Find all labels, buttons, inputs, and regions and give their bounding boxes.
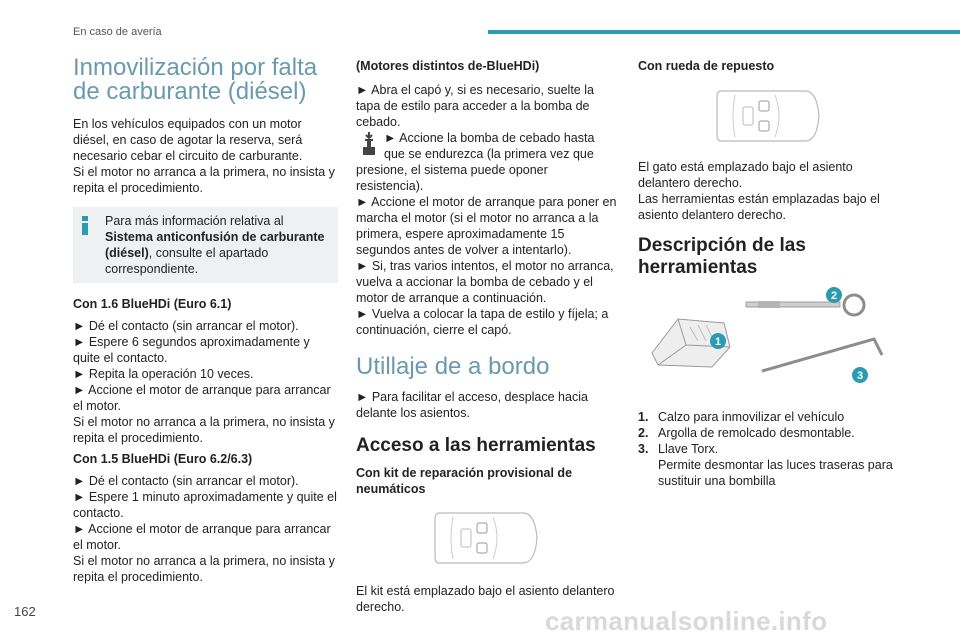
step-line: ► Accione el motor de arranque para arrancar el motor.	[73, 383, 331, 413]
step-line: ► Dé el contacto (sin arrancar el motor).	[73, 474, 299, 488]
kit-text: El kit está emplazado bajo el asiento delantero derecho.	[356, 584, 615, 614]
heading-kit: Con kit de reparación provisional de neumáticos	[356, 466, 573, 496]
heading-motores-distintos: (Motores distintos de-BlueHDi)	[356, 59, 540, 73]
step-line: ► Dé el contacto (sin arrancar el motor).	[73, 319, 299, 333]
callout-2-label: 2	[830, 290, 838, 302]
car-diagram-kit	[356, 507, 618, 569]
page-number: 162	[14, 604, 36, 619]
rueda-text-1: El gato está emplazado bajo el asiento delantero derecho.	[638, 160, 853, 190]
list-item: 2. Argolla de remolcado desmontable.	[638, 426, 855, 440]
heading-acceso: Acceso a las herramientas	[356, 435, 596, 456]
step-line: ► Vuelva a colocar la tapa de estilo y fíjela; a continuación, cierre el capó.	[356, 307, 609, 337]
header-accent-rule	[488, 30, 960, 34]
column-1	[73, 52, 338, 585]
step-line: ► Accione la bomba de cebado hasta que se endurezca (la primera vez que	[384, 131, 595, 161]
heading-descripcion: Descripción de las herramientas	[638, 235, 806, 278]
torx-key-icon	[762, 339, 882, 371]
step-line: ► Repita la operación 10 veces.	[73, 367, 254, 381]
note-line: Si el motor no arranca a la primera, no insista y repita el procedimiento.	[73, 415, 335, 445]
heading-euro-6-1: Con 1.6 BlueHDi (Euro 6.1)	[73, 297, 232, 311]
info-icon	[82, 216, 88, 235]
utillaje-text: ► Para facilitar el acceso, desplace hacia delante los asientos.	[356, 390, 588, 420]
step-line: ► Espere 1 minuto aproximadamente y quite el contacto.	[73, 490, 337, 520]
intro-paragraph-2: Si el motor no arranca a la primera, no insista y repita el procedimiento.	[73, 165, 335, 195]
pump-step	[356, 130, 618, 162]
priming-pump-icon	[357, 131, 381, 157]
step-line: presione, el sistema puede oponer resistencia).	[356, 163, 548, 193]
column-3	[638, 52, 900, 489]
step-line: ► Espere 6 segundos aproximadamente y quite el contacto.	[73, 335, 310, 365]
section-header: En caso de avería	[73, 26, 162, 38]
watermark: carmanualsonline.info	[545, 606, 828, 636]
heading-euro-6-2: Con 1.5 BlueHDi (Euro 6.2/6.3)	[73, 452, 253, 466]
info-box	[73, 207, 338, 283]
step-line: ► Accione el motor de arranque para arrancar el motor.	[73, 522, 331, 552]
info-text: Para más información relativa al Sistema anticonfusión de carburante (diésel), consulte el apartado correspondiente.	[105, 214, 325, 276]
rueda-text-2: Las herramientas están emplazadas bajo el asiento delantero derecho.	[638, 192, 880, 222]
title-inmovilizacion: Inmovilización por falta de carburante (diésel)	[73, 54, 318, 105]
step-line: ► Accione el motor de arranque para poner en marcha el motor (si el motor no arranca a la primera, espere aproximadamente 15 segundos antes de volver a intentarlo).	[356, 195, 617, 257]
tow-ring-icon	[746, 295, 864, 315]
list-item: 3. Llave Torx. Permite desmontar las luces traseras para sustituir una bombilla	[638, 442, 893, 488]
callout-3-label: 3	[856, 370, 864, 382]
note-line: Si el motor no arranca a la primera, no insista y repita el procedimiento.	[73, 554, 335, 584]
callout-1-label: 1	[714, 336, 722, 348]
car-top-view-icon	[431, 507, 543, 569]
step-line: ► Abra el capó y, si es necesario, suelte la tapa de estilo para acceder a la bomba de cebado.	[356, 83, 594, 129]
title-utillaje: Utillaje de a bordo	[356, 353, 550, 380]
intro-paragraph-1: En los vehículos equipados con un motor diésel, en caso de agotar la reserva, será necesario cebar el circuito de carburante.	[73, 117, 303, 163]
list-item: 1. Calzo para inmovilizar el vehículo	[638, 410, 845, 424]
step-line: ► Si, tras varios intentos, el motor no arranca, vuelva a accionar la bomba de cebado y el motor de arranque a continuación.	[356, 259, 614, 305]
tools-image	[638, 283, 900, 395]
column-2	[356, 52, 618, 615]
car-diagram-rueda	[638, 86, 900, 146]
car-top-view-icon	[713, 86, 825, 146]
heading-rueda: Con rueda de repuesto	[638, 59, 775, 73]
tools-illustration	[638, 283, 900, 395]
tools-list	[638, 409, 900, 489]
